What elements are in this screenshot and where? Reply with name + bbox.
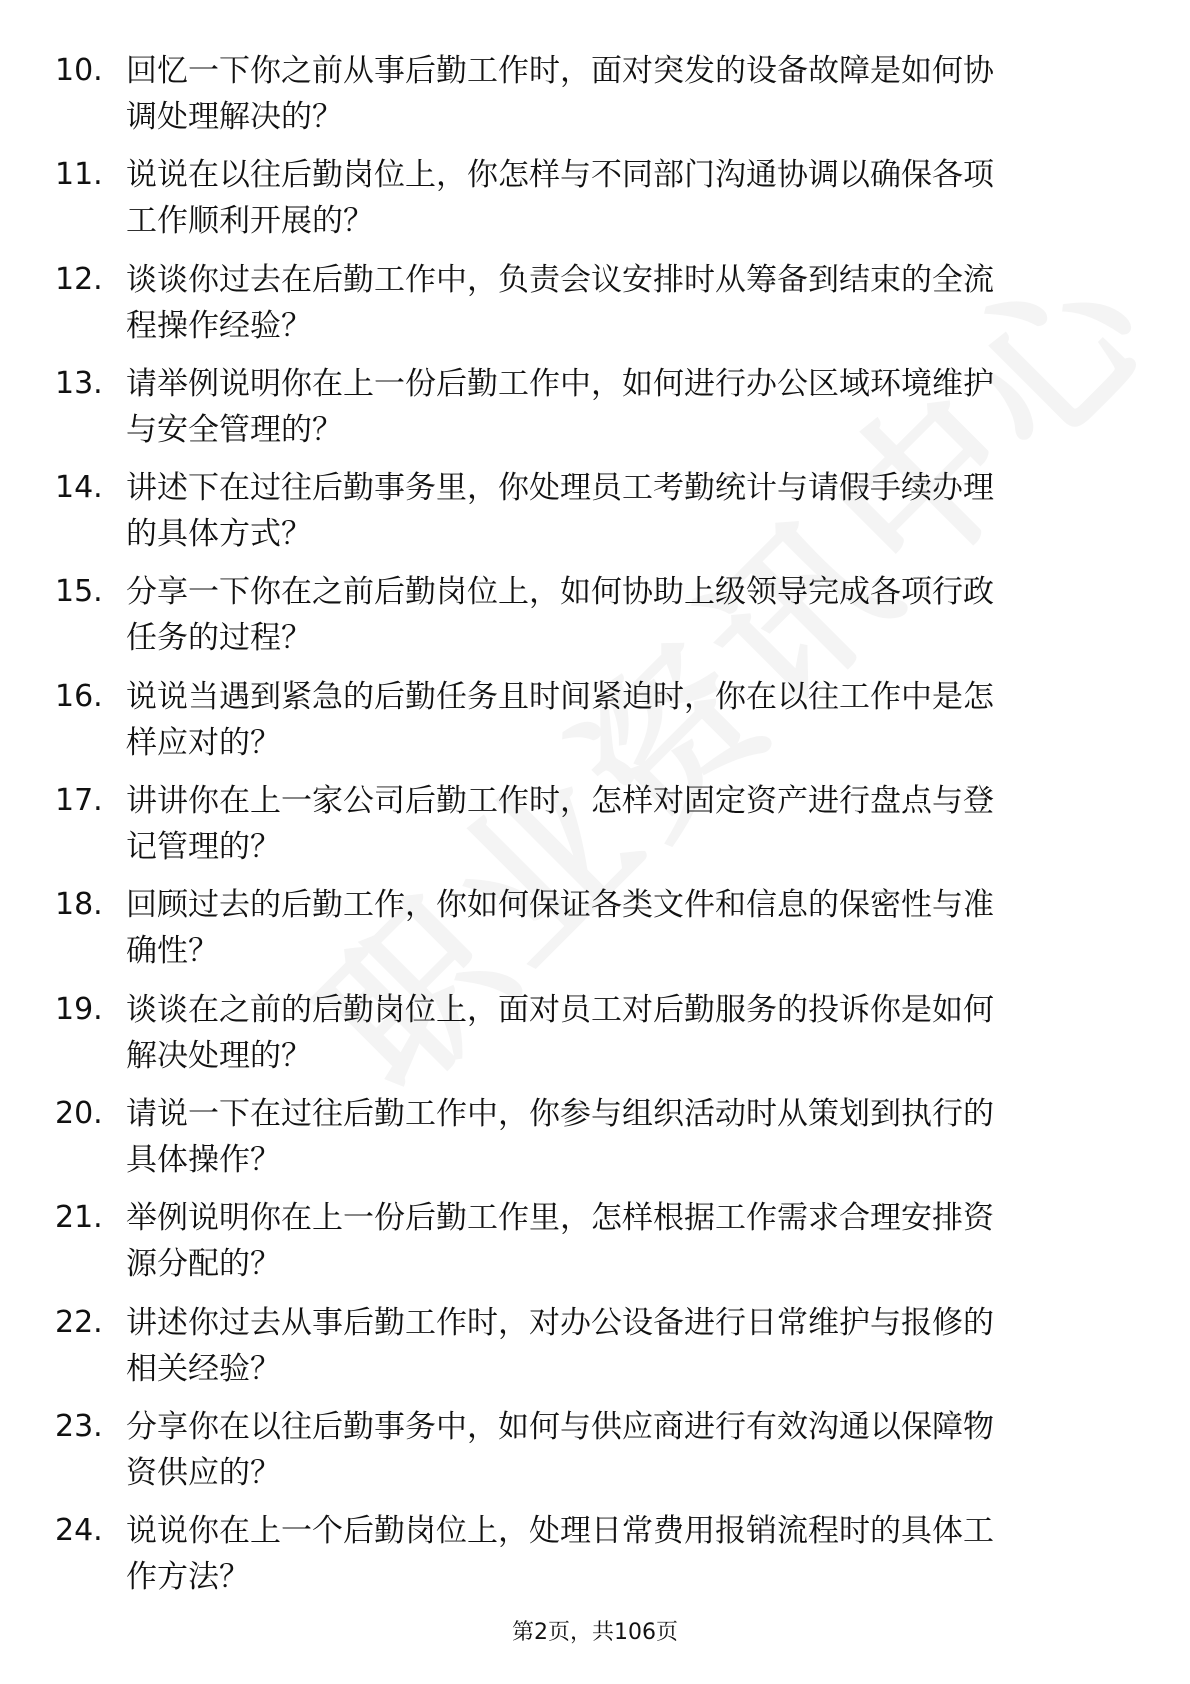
question-number: 21.: [55, 1200, 103, 1236]
question-text-line: 调处理解决的？: [126, 99, 343, 135]
question-text-line: 源分配的？: [126, 1246, 281, 1283]
question-text-line: 的具体方式？: [126, 516, 312, 553]
question-text-line: 请举例说明你在上一份后勤工作中，如何进行办公区域环境维护: [126, 365, 994, 402]
question-text: [126, 1508, 1126, 1600]
question-text-line: 与安全管理的？: [126, 411, 343, 448]
question-text: [126, 48, 1126, 140]
question-text-line: 讲述你过去从事后勤工作时，对办公设备进行日常维护与报修的: [126, 1304, 994, 1341]
question-text-line: 回忆一下你之前从事后勤工作时，面对突发的设备故障是如何协: [126, 53, 994, 89]
question-text: [126, 1091, 1126, 1183]
question-text-line: 程操作经验？: [126, 307, 312, 344]
question-item: [0, 48, 1190, 145]
question-number: 11.: [55, 157, 103, 193]
question-text: [126, 257, 1126, 349]
question-text-line: 请说一下在过往后勤工作中，你参与组织活动时从策划到执行的: [126, 1095, 994, 1132]
question-number: 18.: [55, 887, 103, 923]
question-item: [0, 1508, 1190, 1605]
question-text-line: 回顾过去的后勤工作，你如何保证各类文件和信息的保密性与准: [126, 887, 994, 924]
question-item: [0, 1195, 1190, 1292]
question-list: [0, 48, 1190, 1612]
question-number: 14.: [55, 470, 103, 506]
question-item: [0, 778, 1190, 875]
question-text-line: 样应对的？: [126, 724, 281, 761]
question-number: 12.: [55, 261, 103, 297]
question-number: 20.: [55, 1095, 103, 1131]
question-item: [0, 257, 1190, 354]
question-text-line: 说说你在上一个后勤岗位上，处理日常费用报销流程时的具体工: [126, 1513, 994, 1550]
question-text-line: 举例说明你在上一份后勤工作里，怎样根据工作需求合理安排资: [126, 1200, 994, 1237]
question-text: [126, 361, 1126, 453]
question-item: [0, 674, 1190, 771]
question-number: 16.: [55, 678, 103, 714]
question-text: [126, 152, 1126, 244]
page-number-label: 第2页，共106页: [512, 1620, 678, 1645]
question-text: [126, 674, 1126, 766]
question-text-line: 说说在以往后勤岗位上，你怎样与不同部门沟通协调以确保各项: [126, 157, 994, 194]
question-text-line: 确性？: [126, 933, 219, 970]
question-number: 17.: [55, 783, 103, 819]
question-text-line: 说说当遇到紧急的后勤任务且时间紧迫时，你在以往工作中是怎: [126, 678, 994, 715]
question-text: [126, 1404, 1126, 1496]
question-number: 15.: [55, 574, 103, 610]
question-number: 19.: [55, 991, 103, 1027]
question-text: [126, 987, 1126, 1079]
question-text-line: 谈谈在之前的后勤岗位上，面对员工对后勤服务的投诉你是如何: [126, 991, 994, 1028]
question-item: [0, 882, 1190, 979]
question-text-line: 讲讲你在上一家公司后勤工作时，怎样对固定资产进行盘点与登: [126, 783, 994, 820]
question-text-line: 资供应的？: [126, 1454, 281, 1491]
question-item: [0, 1404, 1190, 1501]
question-text: [126, 882, 1126, 974]
question-text-line: 讲述下在过往后勤事务里，你处理员工考勤统计与请假手续办理: [126, 470, 994, 507]
question-item: [0, 152, 1190, 249]
question-text: [126, 1300, 1126, 1392]
question-number: 22.: [55, 1304, 103, 1340]
question-text-line: 相关经验？: [126, 1350, 281, 1387]
question-item: [0, 361, 1190, 458]
question-number: 10.: [55, 53, 103, 88]
question-item: [0, 1300, 1190, 1397]
question-text-line: 任务的过程？: [126, 620, 312, 657]
question-number: 23.: [55, 1408, 103, 1444]
question-text-line: 解决处理的？: [126, 1037, 312, 1074]
question-text-line: 作方法？: [126, 1559, 250, 1596]
question-item: [0, 569, 1190, 666]
question-text: [126, 569, 1126, 661]
page-footer: [0, 1615, 1190, 1646]
question-text-line: 工作顺利开展的？: [126, 203, 374, 240]
question-text: [126, 1195, 1126, 1287]
question-text: [126, 465, 1126, 557]
question-text-line: 分享一下你在之前后勤岗位上，如何协助上级领导完成各项行政: [126, 574, 994, 611]
question-text: [126, 778, 1126, 870]
question-text-line: 记管理的？: [126, 829, 281, 866]
question-text-line: 分享你在以往后勤事务中，如何与供应商进行有效沟通以保障物: [126, 1408, 994, 1445]
question-text-line: 具体操作？: [126, 1141, 281, 1178]
question-number: 24.: [55, 1513, 103, 1549]
question-text-line: 谈谈你过去在后勤工作中，负责会议安排时从筹备到结束的全流: [126, 261, 994, 298]
question-item: [0, 1091, 1190, 1188]
question-item: [0, 465, 1190, 562]
question-item: [0, 987, 1190, 1084]
question-number: 13.: [55, 365, 103, 401]
